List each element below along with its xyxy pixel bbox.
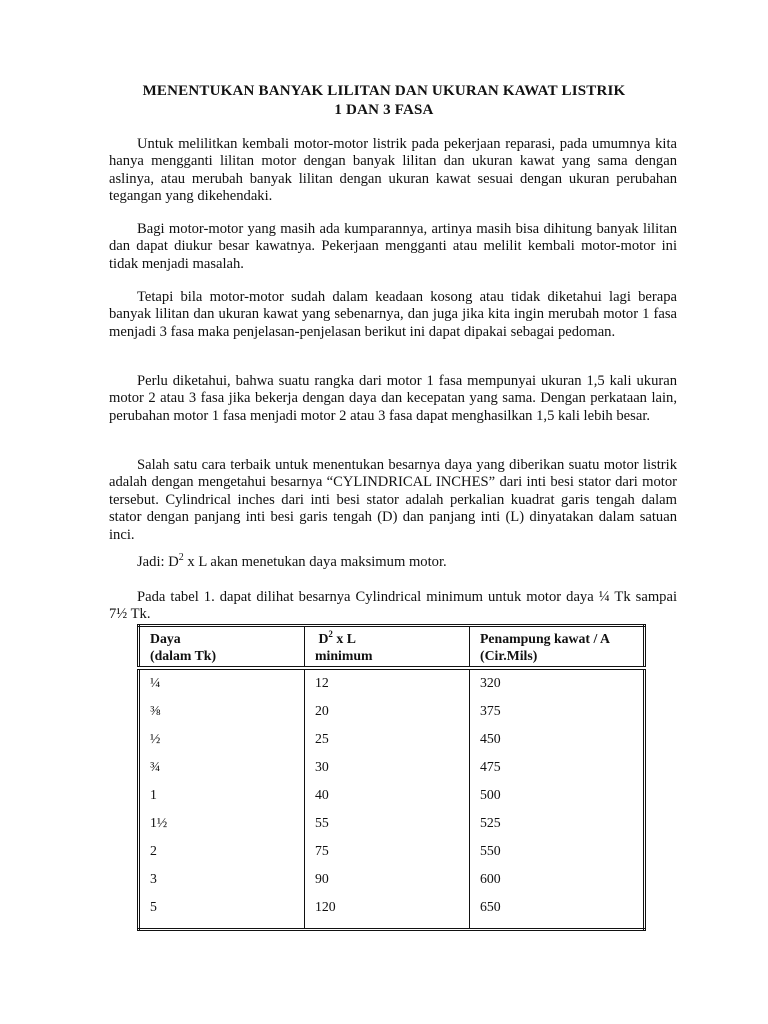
- paragraph-5: Salah satu cara terbaik untuk menentukan besarnya daya yang diberikan suatu motor listrik adalah dengan mengetahui besarnya “CYLINDRICAL INCHES” dari inti besi stator dari motor tersebut. Cylindrical inches dari inti besi stator adalah perkalian kuadrat garis tengah dalam stator dengan panjang inti besi garis tengah (D) dan panjang inti (L) dinyatakan dalam satuan inci.: [109, 457, 677, 543]
- cell-penampung: 525: [480, 815, 501, 830]
- cell-d2xl: 30: [305, 758, 470, 786]
- cell-penampung: 550: [480, 843, 501, 858]
- table-row: [139, 870, 645, 898]
- cell-d2xl: 12: [305, 668, 470, 702]
- wire-size-table: [137, 624, 646, 931]
- cell-daya: 1½: [139, 814, 305, 842]
- cell-d2xl: 55: [305, 814, 470, 842]
- cell-penampung: 650: [480, 899, 501, 914]
- table-row: [139, 898, 645, 930]
- cell-penampung: 500: [480, 787, 501, 802]
- header-penampung: Penampung kawat / A (Cir.Mils): [470, 626, 645, 669]
- cell-daya: ¾: [139, 758, 305, 786]
- table-intro: Pada tabel 1. dapat dilihat besarnya Cylindrical minimum untuk motor daya ¼ Tk sampai 7½ Tk.: [109, 589, 677, 623]
- paragraph-1: Untuk melilitkan kembali motor-motor listrik pada pekerjaan reparasi, pada umumnya kita hanya mengganti lilitan motor dengan banyak lilitan dan ukuran kawat yang sama dengan aslinya, atau merubah banyak lilitan dengan ukuran kawat sesuai dengan ukuran perubahan tegangan yang dikehendaki.: [109, 136, 677, 205]
- formula-prefix: Jadi: D: [137, 554, 179, 570]
- table-row: [139, 730, 645, 758]
- cell-d2xl: 20: [305, 702, 470, 730]
- header-daya: Daya (dalam Tk): [139, 626, 305, 669]
- title-line-1: MENENTUKAN BANYAK LILITAN DAN UKURAN KAWAT LISTRIK: [142, 83, 626, 99]
- cell-d2xl: 25: [305, 730, 470, 758]
- cell-daya: 3: [139, 870, 305, 898]
- table-header-row: [139, 626, 645, 669]
- paragraph-3: Tetapi bila motor-motor sudah dalam keadaan kosong atau tidak diketahui lagi berapa banyak lilitan dan ukuran kawat yang sebenarnya, dan juga jika kita ingin merubah motor 1 fasa menjadi 3 fasa maka penjelasan-penjelasan berikut ini dapat dipakai sebagai pedoman.: [109, 289, 677, 340]
- cell-penampung: 450: [480, 731, 501, 746]
- cell-daya: ¼: [139, 668, 305, 702]
- cell-daya: 1: [139, 786, 305, 814]
- table-row: [139, 758, 645, 786]
- table-row: [139, 814, 645, 842]
- cell-d2xl: 120: [305, 898, 470, 930]
- cell-d2xl: 90: [305, 870, 470, 898]
- document-title: [0, 82, 768, 120]
- cell-daya: 5: [139, 898, 305, 930]
- cell-d2xl: 40: [305, 786, 470, 814]
- paragraph-2: Bagi motor-motor yang masih ada kumparannya, artinya masih bisa dihitung banyak lilitan dan dapat diukur besar kawatnya. Pekerjaan mengganti atau melilit kembali motor-motor ini tidak menjadi masalah.: [109, 221, 677, 272]
- cell-daya: 2: [139, 842, 305, 870]
- title-line-2: 1 DAN 3 FASA: [334, 102, 434, 118]
- formula-suffix: x L akan menetukan daya maksimum motor.: [183, 554, 447, 570]
- table-row: [139, 786, 645, 814]
- paragraph-4: Perlu diketahui, bahwa suatu rangka dari motor 1 fasa mempunyai ukuran 1,5 kali ukuran motor 2 atau 3 fasa jika bekerja dengan daya dan kecepatan yang sama. Dengan perkataan lain, perubahan motor 1 fasa menjadi motor 2 atau 3 fasa dapat menghasilkan 1,5 kali lebih besar.: [109, 373, 677, 424]
- cell-penampung: 375: [480, 703, 501, 718]
- table-row: [139, 842, 645, 870]
- table-row: [139, 702, 645, 730]
- formula-line: [137, 553, 447, 571]
- table-row: [139, 668, 645, 702]
- formula-exponent: 2: [178, 552, 184, 563]
- header-d2xl: $D^2$ x L minimum: [305, 626, 470, 669]
- cell-daya: ½: [139, 730, 305, 758]
- cell-d2xl: 75: [305, 842, 470, 870]
- cell-penampung: 320: [480, 675, 501, 690]
- cell-daya: ⅜: [139, 702, 305, 730]
- cell-penampung: 600: [480, 871, 501, 886]
- cell-penampung: 475: [480, 759, 501, 774]
